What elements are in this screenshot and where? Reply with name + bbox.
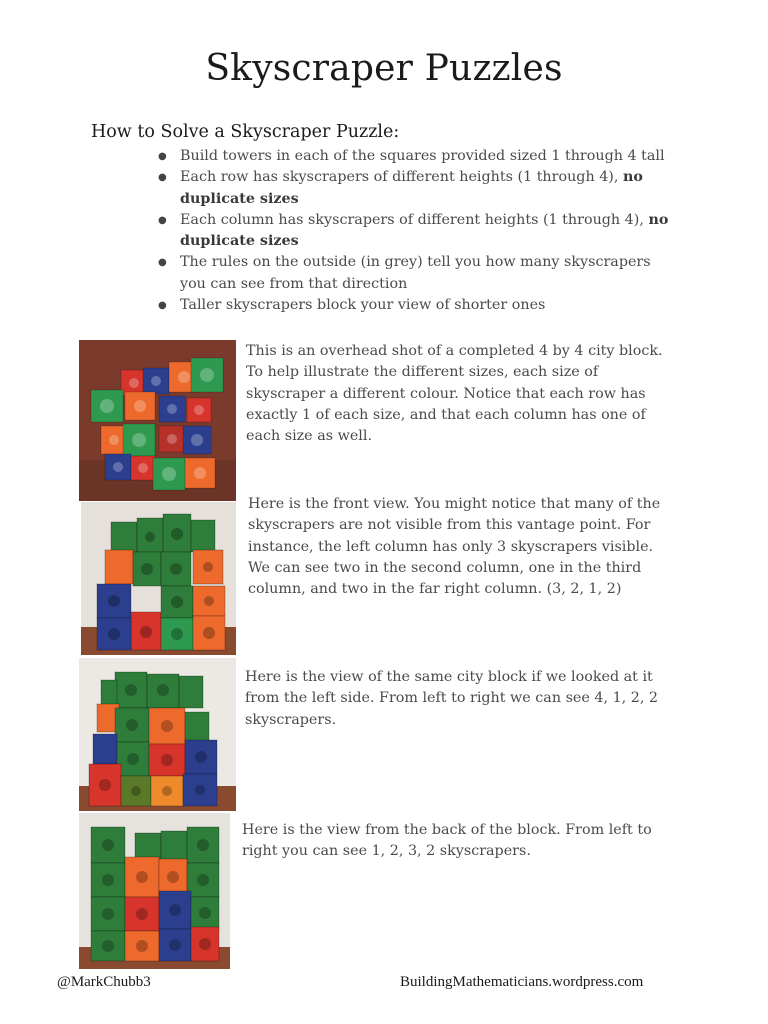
rule-item: ● Taller skyscrapers block your view of shorter ones <box>158 295 678 316</box>
rule-item: ● Build towers in each of the squares provided sized 1 through 4 tall <box>158 146 678 167</box>
back-view-description: Here is the view from the back of the block. From left to right you can see 1, 2, 3, 2 skyscrapers. <box>242 822 652 860</box>
rule-item: ● Each column has skyscrapers of different heights (1 through 4), no duplicate sizes <box>158 210 678 253</box>
overhead-photo <box>79 340 236 501</box>
rules-list <box>158 146 678 316</box>
front-view-photo <box>81 502 236 655</box>
howto-heading: How to Solve a Skyscraper Puzzle: <box>91 122 400 142</box>
front-view-description: Here is the front view. You might notice that many of the skyscrapers are not visible from this vantage point. For instance, the left column has only 3 skyscrapers visible. We can see two in the second column, one in the third column, and two in the far right column. (3, 2, 1, 2) <box>248 496 661 598</box>
page-title: Skyscraper Puzzles <box>205 48 563 89</box>
overhead-description: This is an overhead shot of a completed 4 by 4 city block. To help illustrate the different sizes, each size of skyscraper a different colour. Notice that each row has exactly 1 of each size, and that each column has one of each size as well. <box>246 343 663 445</box>
back-view-photo <box>79 813 230 969</box>
rule-item: ● Each row has skyscrapers of different heights (1 through 4), no duplicate sizes <box>158 167 678 210</box>
left-view-photo <box>79 658 236 811</box>
rule-item: ● The rules on the outside (in grey) tell you how many skyscrapers you can see from that direction <box>158 252 678 295</box>
footer-twitter-handle: @MarkChubb3 <box>57 974 151 990</box>
footer-website: BuildingMathematicians.wordpress.com <box>400 974 644 990</box>
left-view-description: Here is the view of the same city block if we looked at it from the left side. From left to right we can see 4, 1, 2, 2 skyscrapers. <box>245 669 659 728</box>
